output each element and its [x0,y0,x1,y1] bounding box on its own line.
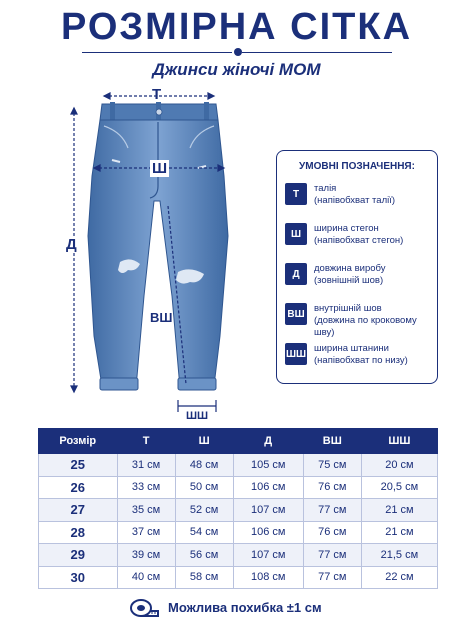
table-cell: 22 см [361,566,437,589]
page-title: РОЗМІРНА СІТКА [60,6,413,48]
size-table [38,428,438,589]
tolerance-text: Можлива похибка ±1 см [168,600,322,615]
title-rule-dot [234,48,242,56]
column-header: Ш [175,429,233,454]
table-row [39,499,438,522]
table-cell: 106 см [233,521,303,544]
table-row [39,454,438,477]
table-cell: 35 см [117,499,175,522]
legend-subtext: (напівобхват по низу) [314,355,408,366]
table-cell: 75 см [303,454,361,477]
table-cell: 20 см [361,454,437,477]
table-cell: 107 см [233,499,303,522]
table-cell: 107 см [233,544,303,567]
dim-label-waist: Т [152,86,162,103]
table-cell: 77 см [303,499,361,522]
jeans-illustration [58,86,248,416]
measuring-tape-icon [130,598,160,618]
tolerance-note [130,597,370,619]
column-header: Т [117,429,175,454]
legend-item-length [285,263,435,295]
table-cell: 40 см [117,566,175,589]
legend-text: ширина штанини [314,343,389,354]
legend-badge: ШШ [285,343,307,365]
legend-badge: Д [285,263,307,285]
table-cell: 106 см [233,476,303,499]
legend-subtext: (зовнішній шов) [314,275,384,286]
title-rule-left [82,52,232,53]
legend-item-waist [285,183,435,215]
legend-badge: Т [285,183,307,205]
table-header-row [39,429,438,454]
table-cell: 58 см [175,566,233,589]
column-header: Д [233,429,303,454]
legend-text: ширина стегон [314,223,379,234]
table-cell: 48 см [175,454,233,477]
table-cell: 50 см [175,476,233,499]
legend-title: УМОВНІ ПОЗНАЧЕННЯ: [299,161,415,172]
table-cell: 76 см [303,521,361,544]
title-rule-right [242,52,392,53]
size-cell: 25 [39,454,118,477]
table-cell: 52 см [175,499,233,522]
legend-item-inseam [285,303,435,338]
legend-subtext: (довжина по кроковому шву) [314,315,417,338]
table-cell: 54 см [175,521,233,544]
table-cell: 21,5 см [361,544,437,567]
legend-badge: ВШ [285,303,307,325]
page-subtitle: Джинси жіночі МОМ [152,60,321,79]
table-cell: 31 см [117,454,175,477]
size-cell: 30 [39,566,118,589]
table-row [39,544,438,567]
legend-text: внутрішній шов [314,303,382,314]
size-cell: 26 [39,476,118,499]
table-cell: 108 см [233,566,303,589]
legend-box [276,150,438,384]
table-cell: 20,5 см [361,476,437,499]
table-row [39,476,438,499]
table-cell: 56 см [175,544,233,567]
table-cell: 21 см [361,521,437,544]
size-cell: 29 [39,544,118,567]
legend-item-hips [285,223,435,255]
column-header: ШШ [361,429,437,454]
table-cell: 105 см [233,454,303,477]
size-cell: 28 [39,521,118,544]
legend-text: талія [314,183,337,194]
column-header: Розмір [39,429,118,454]
size-cell: 27 [39,499,118,522]
dim-label-inseam: ВШ [150,310,173,325]
table-cell: 33 см [117,476,175,499]
legend-subtext: (напівобхват стегон) [314,235,404,246]
column-header: ВШ [303,429,361,454]
table-cell: 77 см [303,566,361,589]
table-row [39,566,438,589]
table-row [39,521,438,544]
legend-subtext: (напівобхват талії) [314,195,396,206]
legend-item-leg-width [285,343,435,375]
dim-label-leg-width: ШШ [186,410,209,422]
dim-label-length: Д [66,236,77,253]
table-cell: 76 см [303,476,361,499]
table-cell: 21 см [361,499,437,522]
table-cell: 77 см [303,544,361,567]
legend-badge: Ш [285,223,307,245]
table-cell: 39 см [117,544,175,567]
legend-text: довжина виробу [314,263,386,274]
dim-label-hips: Ш [152,160,168,177]
table-cell: 37 см [117,521,175,544]
